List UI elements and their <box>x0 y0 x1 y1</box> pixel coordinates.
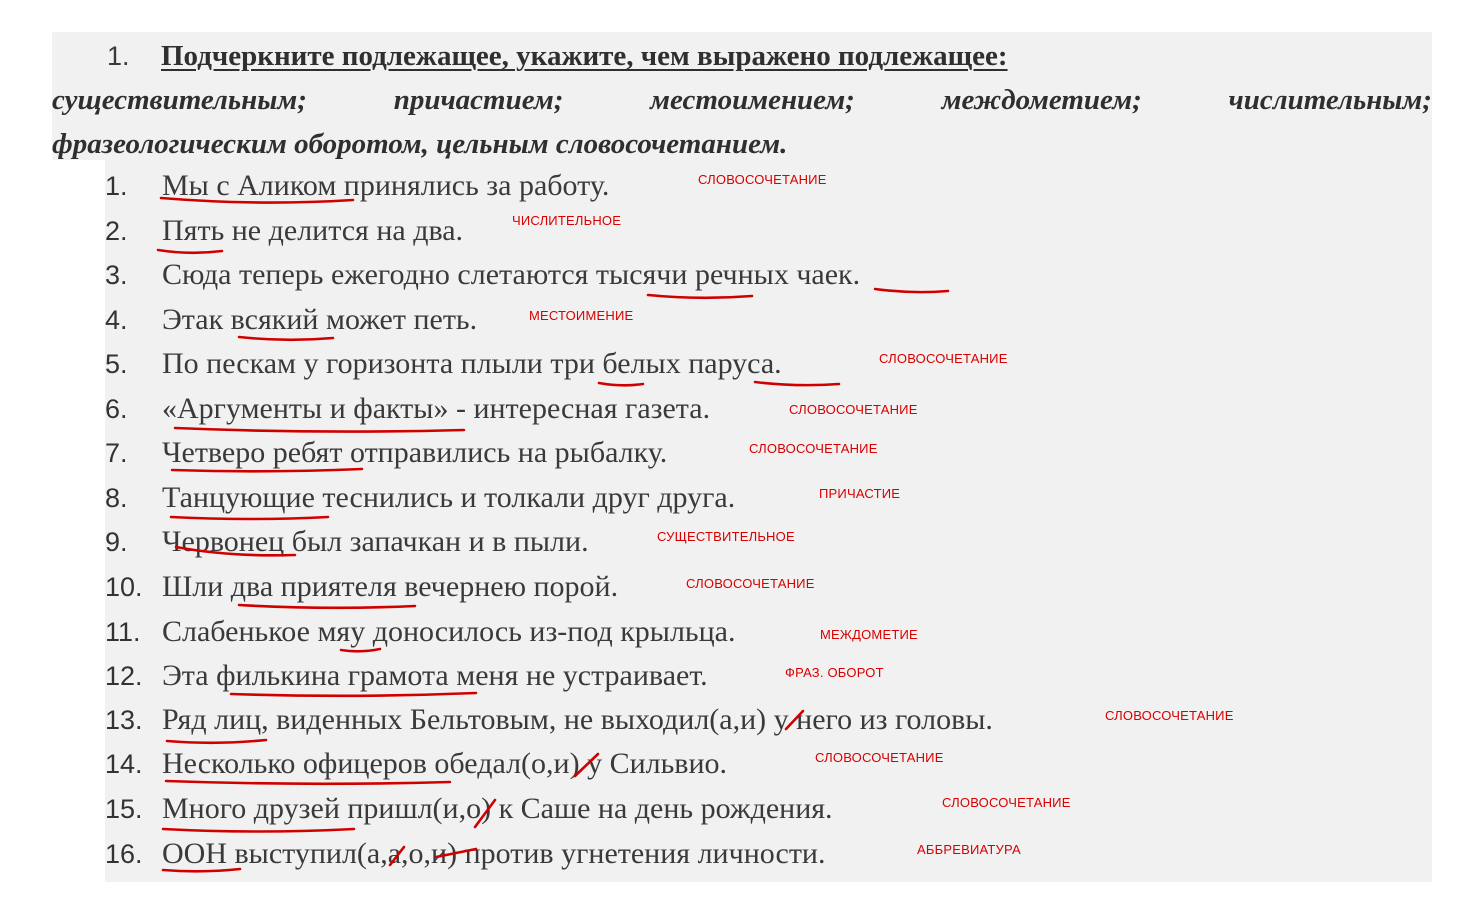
item-number: 7. <box>105 438 128 468</box>
item-sentence: Сюда теперь ежегодно слетаются тысячи речных чаек. <box>162 258 861 291</box>
list-item <box>105 565 618 609</box>
answer-note: ЧИСЛИТЕЛЬНОЕ <box>512 213 622 228</box>
item-sentence: Этак всякий может петь. <box>162 303 478 336</box>
item-sentence: «Аргументы и факты» - интересная газета. <box>162 392 711 425</box>
item-sentence: Танцующие теснились и толкали друг друга. <box>162 481 736 514</box>
item-sentence: По пескам у горизонта плыли три белых паруса. <box>162 347 782 380</box>
item-sentence: Четверо ребят отправились на рыбалку. <box>162 436 668 469</box>
list-item <box>105 520 589 564</box>
list-item <box>105 832 826 876</box>
list-item <box>105 787 833 831</box>
task-options <box>52 78 1432 122</box>
item-number: 6. <box>105 394 128 424</box>
item-number: 9. <box>105 527 128 557</box>
answer-note: СЛОВОСОЧЕТАНИЕ <box>749 441 878 456</box>
list-item <box>105 387 710 431</box>
task-option: числительным; <box>1228 84 1432 116</box>
item-number: 5. <box>105 349 128 379</box>
list-item <box>105 610 736 654</box>
answer-note: СЛОВОСОЧЕТАНИЕ <box>1105 708 1234 723</box>
item-number: 14. <box>105 749 143 779</box>
item-number: 12. <box>105 661 143 691</box>
list-item <box>105 342 782 386</box>
task-number: 1. <box>107 41 130 71</box>
list-item <box>105 476 735 520</box>
item-sentence: Слабенькое мяу доносилось из-под крыльца. <box>162 615 736 648</box>
answer-note: МЕЖДОМЕТИЕ <box>820 627 918 642</box>
item-sentence: ООН выступил(а,а,о,и) против угнетения личности. <box>162 837 826 870</box>
item-number: 16. <box>105 839 143 869</box>
item-sentence: Мы с Аликом принялись за работу. <box>162 169 610 202</box>
list-item <box>105 654 708 698</box>
answer-note: АББРЕВИАТУРА <box>917 842 1021 857</box>
answer-note: МЕСТОИМЕНИЕ <box>529 308 634 323</box>
item-number: 1. <box>105 171 128 201</box>
item-number: 11. <box>105 617 141 647</box>
answer-note: СЛОВОСОЧЕТАНИЕ <box>815 750 944 765</box>
task-option: местоимением; <box>650 84 855 116</box>
task-heading-line <box>107 34 1008 78</box>
list-item <box>105 253 860 297</box>
item-sentence: Много друзей пришл(и,о) к Саше на день рождения. <box>162 792 833 825</box>
task-options-continued: фразеологическим оборотом, цельным словосочетанием. <box>52 128 788 160</box>
item-number: 4. <box>105 305 128 335</box>
item-number: 8. <box>105 483 128 513</box>
list-item <box>105 209 463 253</box>
item-number: 15. <box>105 794 143 824</box>
item-number: 13. <box>105 705 143 735</box>
item-sentence: Несколько офицеров обедал(о,и) у Сильвио. <box>162 747 728 780</box>
task-heading: Подчеркните подлежащее, укажите, чем выражено подлежащее: <box>161 40 1008 72</box>
item-sentence: Шли два приятеля вечернею порой. <box>162 570 619 603</box>
task-option: междометием; <box>941 84 1142 116</box>
task-option: существительным; <box>52 84 307 116</box>
answer-note: СЛОВОСОЧЕТАНИЕ <box>879 351 1008 366</box>
item-sentence: Ряд лиц, виденных Бельтовым, не выходил(а,и) у него из головы. <box>162 703 993 736</box>
answer-note: СЛОВОСОЧЕТАНИЕ <box>942 795 1071 810</box>
item-number: 3. <box>105 260 128 290</box>
answer-note: ФРАЗ. ОБОРОТ <box>785 665 884 680</box>
list-item <box>105 298 477 342</box>
item-sentence: Эта филькина грамота меня не устраивает. <box>162 659 708 692</box>
list-item <box>105 742 727 786</box>
list-item <box>105 164 609 208</box>
item-sentence: Пять не делится на два. <box>162 214 464 247</box>
answer-note: СУЩЕСТВИТЕЛЬНОЕ <box>657 529 795 544</box>
item-sentence: Червонец был запачкан и в пыли. <box>162 525 589 558</box>
list-item <box>105 698 993 742</box>
item-number: 2. <box>105 216 128 246</box>
answer-note: СЛОВОСОЧЕТАНИЕ <box>698 172 827 187</box>
item-number: 10. <box>105 572 143 602</box>
list-item <box>105 431 667 475</box>
answer-note: СЛОВОСОЧЕТАНИЕ <box>789 402 918 417</box>
answer-note: СЛОВОСОЧЕТАНИЕ <box>686 576 815 591</box>
answer-note: ПРИЧАСТИЕ <box>819 486 901 501</box>
task-option: причастием; <box>393 84 564 116</box>
